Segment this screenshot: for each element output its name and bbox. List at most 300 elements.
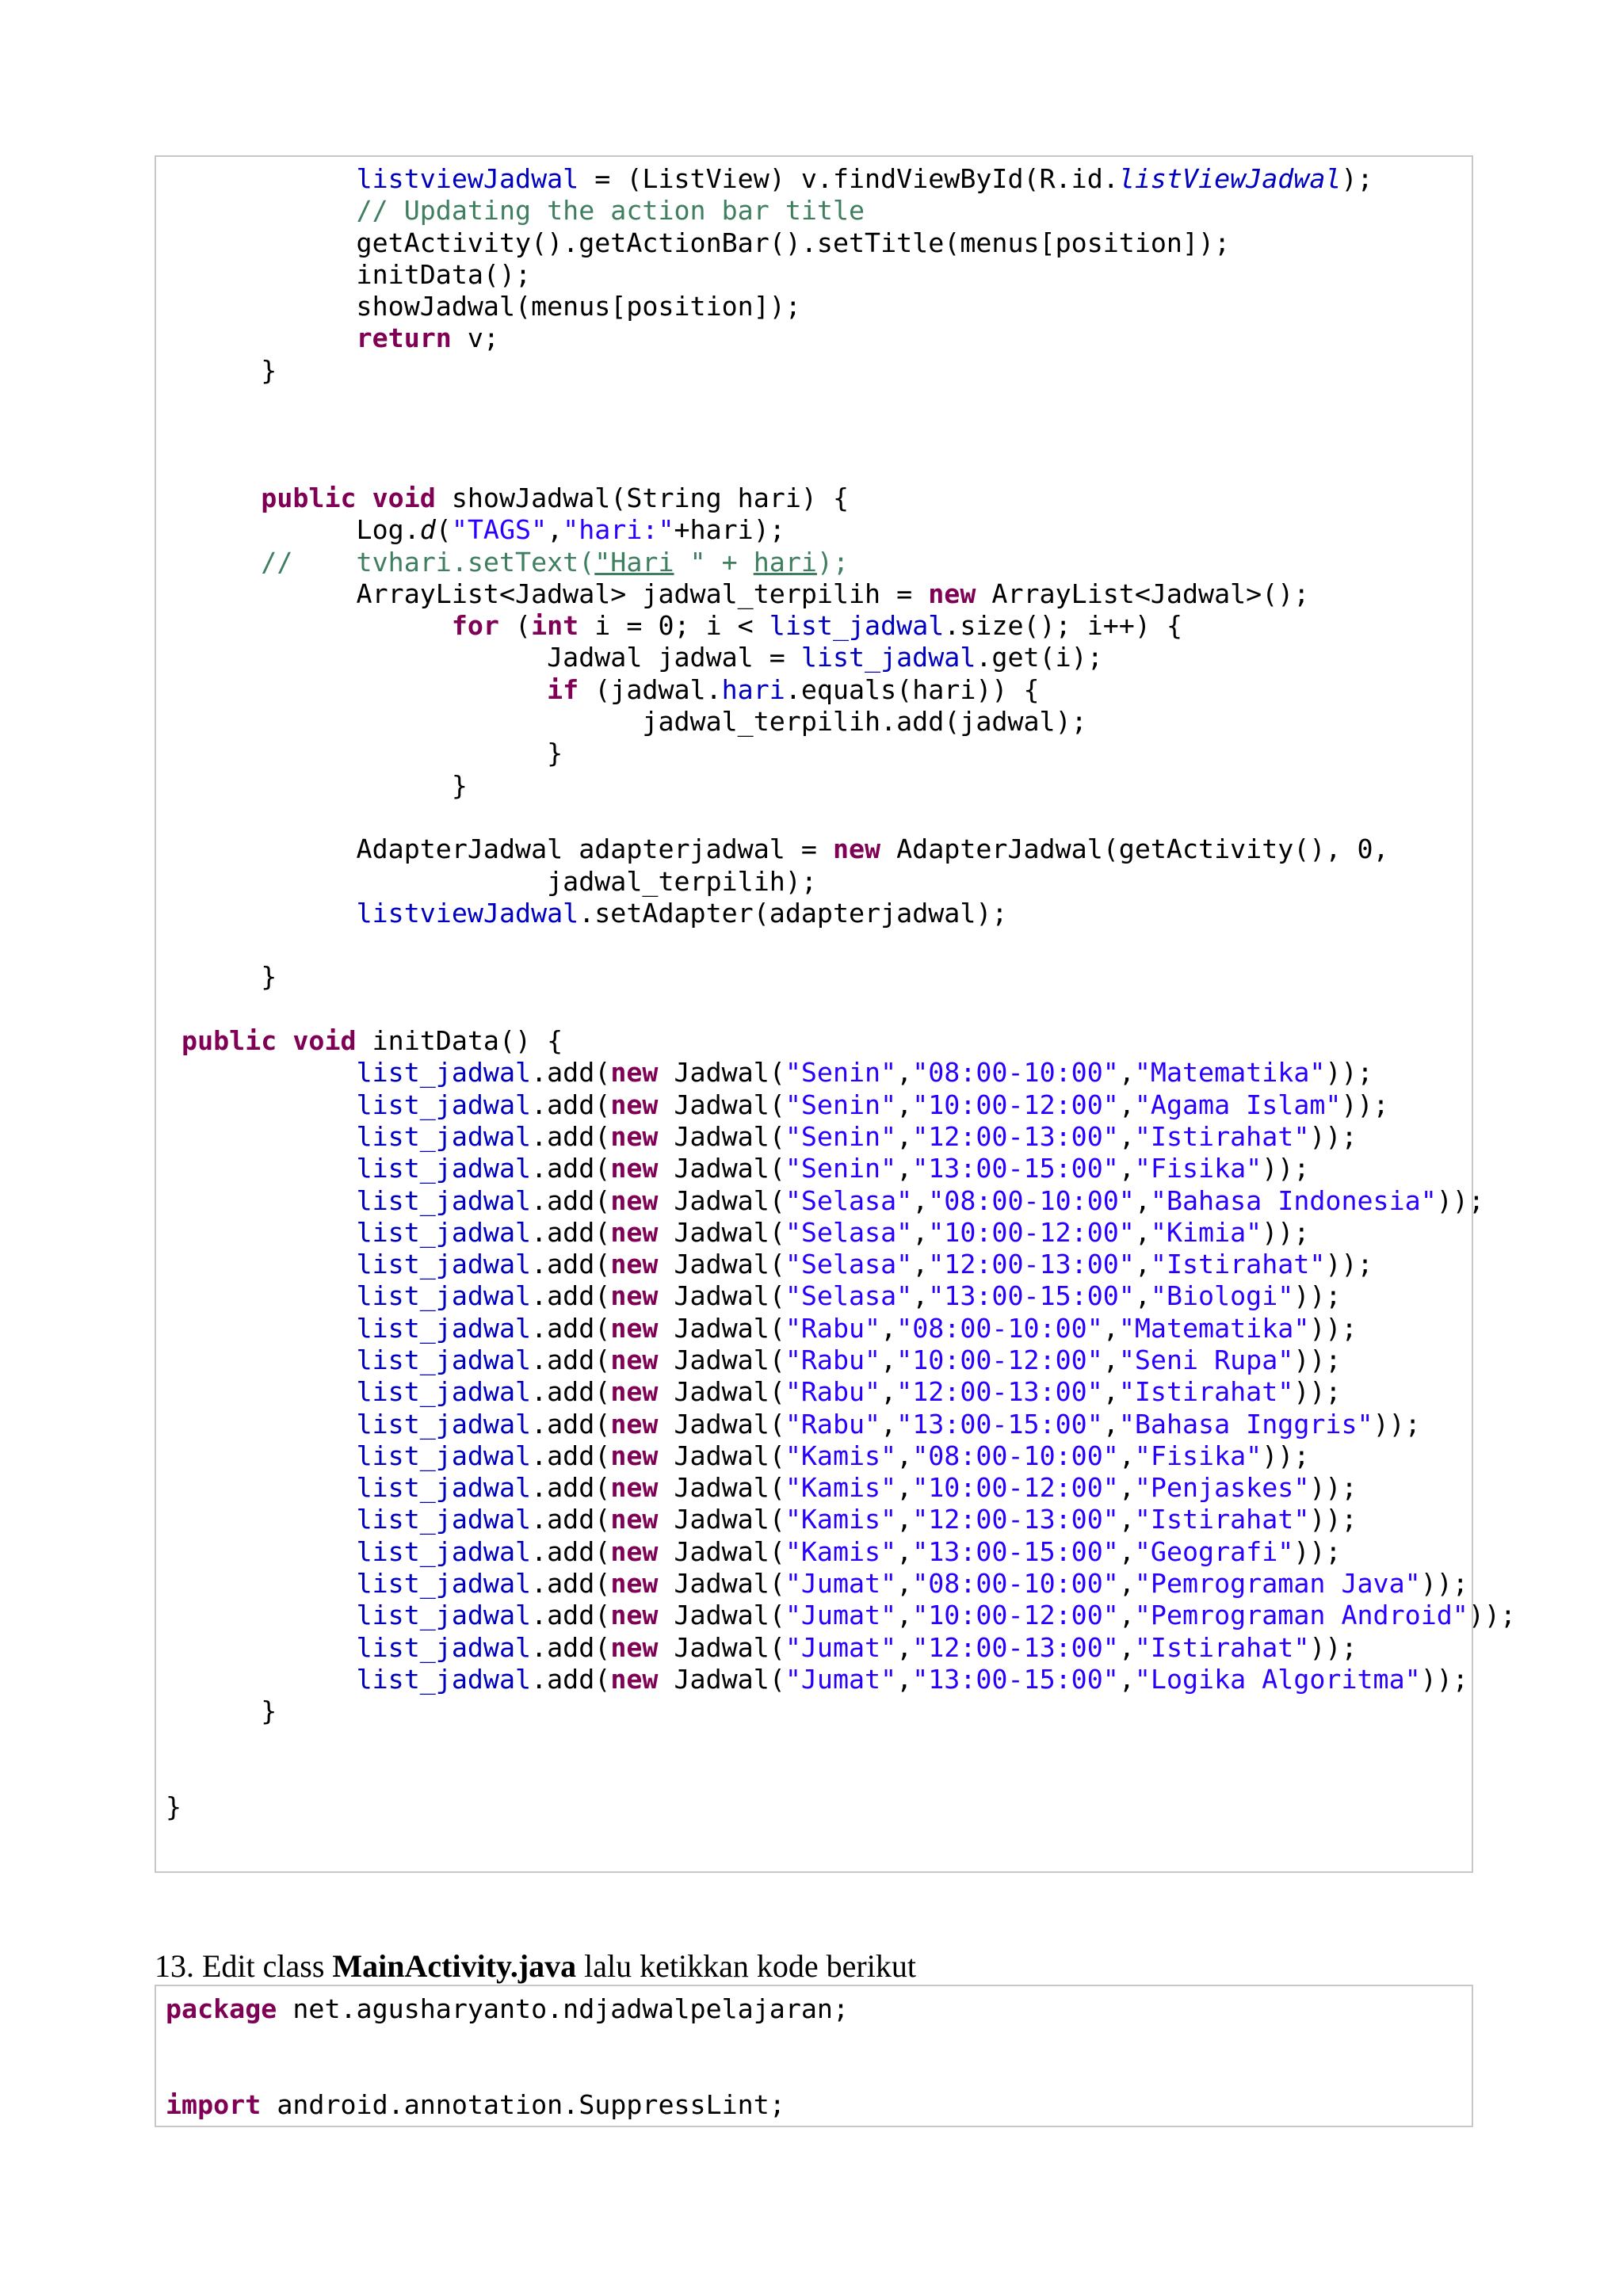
code-token: } xyxy=(166,1791,182,1823)
code-token: , xyxy=(1118,1663,1135,1695)
code-line xyxy=(166,1217,1516,1249)
code-token: ); xyxy=(816,546,850,578)
code-line xyxy=(166,1121,1516,1153)
code-token: } xyxy=(166,961,277,993)
code-token: new xyxy=(610,1408,659,1440)
code-token: "Pemrograman Java" xyxy=(1134,1568,1421,1600)
code-token: new xyxy=(610,1504,659,1535)
code-line xyxy=(166,322,1516,354)
code-line xyxy=(166,1695,1516,1727)
code-line xyxy=(166,1504,1516,1535)
code-token: "12:00-13:00" xyxy=(912,1631,1119,1663)
code-line xyxy=(166,1057,1516,1089)
code-token: new xyxy=(610,1631,659,1663)
code-token xyxy=(166,1568,357,1599)
code-line xyxy=(166,1440,1516,1472)
code-token: "Senin" xyxy=(785,1120,897,1152)
code-token: , xyxy=(896,1504,913,1535)
code-token: "Selasa" xyxy=(785,1280,913,1312)
code-token: .get(i); xyxy=(976,642,1103,673)
code-token: Jadwal( xyxy=(658,1472,785,1504)
code-token: Jadwal( xyxy=(658,1089,785,1120)
code-token: .add( xyxy=(531,1408,611,1440)
code-token: "08:00-10:00" xyxy=(896,1312,1103,1344)
code-line xyxy=(166,1249,1516,1280)
code-line xyxy=(166,1376,1516,1408)
code-token: , xyxy=(1118,1153,1135,1184)
code-token: ); xyxy=(1341,163,1373,194)
code-token: "Pemrograman Android" xyxy=(1134,1600,1468,1631)
code-token: v; xyxy=(451,322,499,354)
code-token: "Jumat" xyxy=(785,1631,897,1663)
code-token: , xyxy=(896,1153,913,1184)
code-line xyxy=(166,451,1516,482)
code-token: "Matematika" xyxy=(1118,1312,1310,1344)
code-token: list_jadwal xyxy=(356,1280,532,1312)
code-token: )); xyxy=(1420,1568,1468,1600)
code-token: , xyxy=(1118,1057,1135,1089)
code-token xyxy=(166,674,547,705)
step-text-rest: lalu ketikkan kode berikut xyxy=(576,1948,916,1984)
code-token: "Kamis" xyxy=(785,1504,897,1535)
code-token: public xyxy=(181,1025,277,1057)
code-token: , xyxy=(912,1184,929,1216)
code-token: "08:00-10:00" xyxy=(912,1440,1119,1471)
code-token: list_jadwal xyxy=(356,1216,532,1248)
code-token xyxy=(166,482,261,513)
code-token xyxy=(166,322,357,353)
code-token: .add( xyxy=(531,1504,611,1535)
code-line xyxy=(166,642,1516,673)
code-token: .add( xyxy=(531,1216,611,1248)
code-token: void xyxy=(292,1025,357,1057)
code-line xyxy=(166,1536,1516,1568)
code-token: "Fisika" xyxy=(1134,1440,1262,1471)
class-name: MainActivity.java xyxy=(332,1948,577,1984)
code-token: "Rabu" xyxy=(785,1376,881,1408)
code-token: , xyxy=(896,1631,913,1663)
code-token: , xyxy=(1118,1089,1135,1120)
code-token: , xyxy=(1102,1376,1119,1408)
code-token: "Bahasa Inggris" xyxy=(1118,1408,1373,1440)
code-block-2 xyxy=(155,1985,1473,2127)
code-line xyxy=(166,291,1516,322)
code-token: "08:00-10:00" xyxy=(912,1057,1119,1089)
code-token xyxy=(166,1376,357,1407)
code-token: )); xyxy=(1293,1280,1342,1312)
code-token: listViewJadwal xyxy=(1118,163,1342,194)
code-line xyxy=(166,482,1516,514)
code-token: .add( xyxy=(531,1472,611,1504)
code-line xyxy=(166,1344,1516,1376)
code-token: "Rabu" xyxy=(785,1344,881,1375)
code-token: "Seni Rupa" xyxy=(1118,1344,1294,1375)
code-token: "hari:" xyxy=(563,514,674,546)
code-line xyxy=(166,866,1516,898)
code-token xyxy=(166,898,357,929)
code-token: (jadwal. xyxy=(579,673,722,705)
code-token: "10:00-12:00" xyxy=(896,1344,1103,1375)
code-token: } xyxy=(166,1695,277,1727)
code-token: Jadwal( xyxy=(658,1153,785,1184)
code-token xyxy=(166,1280,357,1311)
code-token: .add( xyxy=(531,1376,611,1408)
code-token: listviewJadwal xyxy=(356,163,579,194)
code-token: new xyxy=(610,1568,659,1600)
code-token: )); xyxy=(1309,1120,1358,1152)
code-token: , xyxy=(1134,1249,1151,1280)
code-token xyxy=(166,1344,357,1375)
code-block-1 xyxy=(155,155,1516,1873)
code-token: "08:00-10:00" xyxy=(912,1568,1119,1600)
code-token: "13:00-15:00" xyxy=(912,1663,1119,1695)
code-token: "13:00-15:00" xyxy=(912,1153,1119,1184)
code-token: "Kamis" xyxy=(785,1535,897,1567)
code-token: new xyxy=(610,1312,659,1344)
code-token: int xyxy=(531,610,579,642)
code-token: new xyxy=(610,1184,659,1216)
code-token: "Senin" xyxy=(785,1153,897,1184)
code-token: , xyxy=(880,1312,897,1344)
code-token: list_jadwal xyxy=(800,642,976,673)
code-token: new xyxy=(610,1663,659,1695)
code-token: return xyxy=(356,322,452,354)
code-token: , xyxy=(880,1376,897,1408)
code-token: jadwal_terpilih); xyxy=(166,865,817,897)
code-token: "Istirahat" xyxy=(1134,1120,1310,1152)
code-token: list_jadwal xyxy=(356,1600,532,1631)
code-line xyxy=(166,610,1516,642)
code-token: "Istirahat" xyxy=(1118,1376,1294,1408)
code-token: "08:00-10:00" xyxy=(928,1184,1135,1216)
code-token: .add( xyxy=(531,1535,611,1567)
code-token: "13:00-15:00" xyxy=(896,1408,1103,1440)
code-token: )); xyxy=(1262,1216,1310,1248)
code-line xyxy=(166,1025,1516,1057)
code-token xyxy=(166,610,452,641)
code-token: "Logika Algoritma" xyxy=(1134,1663,1421,1695)
code-token: new xyxy=(610,1440,659,1471)
code-token: " + xyxy=(674,546,754,578)
code-token: )); xyxy=(1420,1663,1468,1695)
code-token: "12:00-13:00" xyxy=(896,1376,1103,1408)
code-token: "10:00-12:00" xyxy=(912,1600,1119,1631)
code-token: , xyxy=(880,1344,897,1375)
code-token: "Istirahat" xyxy=(1134,1631,1310,1663)
code-token: getActivity().getActionBar().setTitle(menus[position]); xyxy=(166,227,1231,258)
code-token: .size(); i++) { xyxy=(944,610,1182,642)
code-token: , xyxy=(912,1216,929,1248)
code-token: , xyxy=(896,1057,913,1089)
code-token: if xyxy=(547,673,579,705)
code-token xyxy=(166,1536,357,1567)
code-token: "Selasa" xyxy=(785,1184,913,1216)
code-token: "Geografi" xyxy=(1134,1535,1294,1567)
code-line xyxy=(166,163,1516,195)
code-token: Jadwal( xyxy=(658,1663,785,1695)
code-line xyxy=(166,994,1516,1025)
code-token: ( xyxy=(435,514,452,546)
code-line xyxy=(166,259,1516,291)
code-token: initData(); xyxy=(166,258,532,290)
code-token: list_jadwal xyxy=(356,1535,532,1567)
code-token: "Jumat" xyxy=(785,1663,897,1695)
code-token: , xyxy=(896,1600,913,1631)
code-token xyxy=(166,1057,357,1088)
code-token: "Senin" xyxy=(785,1057,897,1089)
code-token: , xyxy=(1102,1312,1119,1344)
code-token xyxy=(166,1025,181,1056)
code-token: .add( xyxy=(531,1184,611,1216)
code-line xyxy=(166,1632,1516,1664)
code-token: , xyxy=(1118,1535,1135,1567)
code-token: .add( xyxy=(531,1631,611,1663)
code-token: .add( xyxy=(531,1440,611,1471)
code-token xyxy=(166,1217,357,1248)
code-token: )); xyxy=(1293,1344,1342,1375)
code-token: hari xyxy=(721,673,785,705)
code-token: = (ListView) v.findViewById(R.id. xyxy=(579,163,1119,194)
code-token: , xyxy=(896,1089,913,1120)
code-token: .add( xyxy=(531,1312,611,1344)
code-token: list_jadwal xyxy=(356,1376,532,1408)
code-token: , xyxy=(1118,1600,1135,1631)
code-token: )); xyxy=(1293,1376,1342,1408)
code-token: list_jadwal xyxy=(356,1249,532,1280)
code-token xyxy=(166,1313,357,1344)
code-token: .add( xyxy=(531,1280,611,1312)
code-token: "13:00-15:00" xyxy=(928,1280,1135,1312)
code-token: "Fisika" xyxy=(1134,1153,1262,1184)
code-line xyxy=(166,1993,849,2025)
code-token: )); xyxy=(1262,1153,1310,1184)
code-token: Jadwal( xyxy=(658,1344,785,1375)
code-line xyxy=(166,514,1516,546)
code-token: AdapterJadwal adapterjadwal = xyxy=(166,833,833,865)
code-line xyxy=(166,1313,1516,1344)
code-token xyxy=(166,1185,357,1216)
code-token: , xyxy=(896,1440,913,1471)
code-token: "Kamis" xyxy=(785,1472,897,1504)
code-token: "Selasa" xyxy=(785,1249,913,1280)
code-token: .setAdapter(adapterjadwal); xyxy=(579,897,1008,929)
code-line xyxy=(166,770,1516,802)
step-text: 13. Edit class xyxy=(155,1948,333,1984)
code-token: new xyxy=(610,1472,659,1504)
code-token: )); xyxy=(1309,1312,1358,1344)
code-token: new xyxy=(610,1057,659,1089)
code-line xyxy=(166,674,1516,706)
code-token: Jadwal( xyxy=(658,1280,785,1312)
code-token: )); xyxy=(1325,1057,1373,1089)
code-token: new xyxy=(610,1535,659,1567)
code-token: } xyxy=(166,354,277,386)
code-token: , xyxy=(896,1120,913,1152)
code-token: new xyxy=(610,1153,659,1184)
code-token: "Jumat" xyxy=(785,1600,897,1631)
code-line xyxy=(166,1600,1516,1631)
code-token: "Rabu" xyxy=(785,1408,881,1440)
code-token: Jadwal( xyxy=(658,1440,785,1471)
code-token: .add( xyxy=(531,1120,611,1152)
code-token: Jadwal( xyxy=(658,1184,785,1216)
code-token: )); xyxy=(1309,1504,1358,1535)
code-token: , xyxy=(1102,1408,1119,1440)
code-token: "Istirahat" xyxy=(1150,1249,1326,1280)
code-token: package xyxy=(166,1993,277,2024)
code-token: Jadwal( xyxy=(658,1057,785,1089)
code-line xyxy=(166,1089,1516,1121)
code-token: "TAGS" xyxy=(451,514,548,546)
code-token: , xyxy=(1118,1440,1135,1471)
code-token: )); xyxy=(1373,1408,1421,1440)
code-token: "10:00-12:00" xyxy=(912,1089,1119,1120)
code-token: .equals(hari)) { xyxy=(785,673,1040,705)
code-token: .add( xyxy=(531,1568,611,1600)
code-line xyxy=(166,833,1516,865)
code-token: new xyxy=(610,1120,659,1152)
code-line xyxy=(166,1280,1516,1312)
code-listing xyxy=(166,163,1516,1823)
code-token: , xyxy=(1118,1472,1135,1504)
code-token: initData() { xyxy=(356,1025,563,1057)
code-line xyxy=(166,387,1516,418)
code-token: Jadwal( xyxy=(658,1376,785,1408)
code-line xyxy=(166,2058,849,2089)
code-token: Jadwal( xyxy=(658,1216,785,1248)
code-token: list_jadwal xyxy=(356,1440,532,1471)
code-token: "12:00-13:00" xyxy=(928,1249,1135,1280)
code-token: , xyxy=(1118,1568,1135,1600)
code-token xyxy=(166,1089,357,1120)
code-token: "Biologi" xyxy=(1150,1280,1294,1312)
code-token xyxy=(166,1440,357,1471)
code-token: , xyxy=(912,1280,929,1312)
code-line xyxy=(166,1153,1516,1184)
code-line xyxy=(166,1409,1516,1440)
code-token: .add( xyxy=(531,1663,611,1695)
code-token: new xyxy=(610,1600,659,1631)
code-token: showJadwal(menus[position]); xyxy=(166,291,801,322)
code-token: list_jadwal xyxy=(356,1663,532,1695)
code-token: list_jadwal xyxy=(769,610,945,642)
code-token: , xyxy=(1118,1120,1135,1152)
code-line xyxy=(166,1568,1516,1600)
code-token: new xyxy=(610,1376,659,1408)
code-line xyxy=(166,1185,1516,1217)
code-token: Jadwal( xyxy=(658,1312,785,1344)
code-token: ArrayList<Jadwal> jadwal_terpilih = xyxy=(166,578,929,609)
code-token: } xyxy=(166,769,468,801)
code-token: // tvhari.setText( xyxy=(166,546,595,578)
code-token: new xyxy=(610,1216,659,1248)
code-token: .add( xyxy=(531,1600,611,1631)
code-token: android.annotation.SuppressLint; xyxy=(261,2088,785,2120)
code-line xyxy=(166,355,1516,387)
code-token xyxy=(166,1153,357,1184)
code-token: )); xyxy=(1436,1184,1484,1216)
code-token xyxy=(166,1664,357,1695)
code-token: i = 0; i < xyxy=(579,610,769,642)
code-token: new xyxy=(610,1249,659,1280)
code-token: , xyxy=(1118,1504,1135,1535)
code-token: "Selasa" xyxy=(785,1216,913,1248)
code-line xyxy=(166,1791,1516,1823)
code-token: list_jadwal xyxy=(356,1120,532,1152)
code-token: , xyxy=(896,1663,913,1695)
code-token: "12:00-13:00" xyxy=(912,1120,1119,1152)
code-token: list_jadwal xyxy=(356,1472,532,1504)
code-token: .add( xyxy=(531,1089,611,1120)
code-token: Log. xyxy=(166,514,420,546)
code-token: , xyxy=(896,1472,913,1504)
code-token xyxy=(166,1249,357,1280)
code-token: list_jadwal xyxy=(356,1568,532,1600)
code-token xyxy=(277,1025,292,1056)
code-token xyxy=(166,1409,357,1440)
code-token: Jadwal( xyxy=(658,1120,785,1152)
code-line xyxy=(166,2025,849,2057)
code-token: , xyxy=(896,1568,913,1600)
code-token: .add( xyxy=(531,1153,611,1184)
code-line xyxy=(166,418,1516,450)
code-token: )); xyxy=(1262,1440,1310,1471)
code-token: "Istirahat" xyxy=(1134,1504,1310,1535)
code-token: "Bahasa Indonesia" xyxy=(1150,1184,1437,1216)
code-token xyxy=(166,1632,357,1663)
code-token: list_jadwal xyxy=(356,1631,532,1663)
code-token: )); xyxy=(1309,1472,1358,1504)
code-token: )); xyxy=(1325,1249,1373,1280)
code-token: for xyxy=(451,610,499,642)
code-token xyxy=(166,163,357,194)
code-token: listviewJadwal xyxy=(356,897,579,929)
code-line xyxy=(166,227,1516,259)
code-token: new xyxy=(610,1344,659,1375)
code-token: "Penjaskes" xyxy=(1134,1472,1310,1504)
code-token: hari xyxy=(753,546,817,578)
code-line xyxy=(166,802,1516,833)
code-token: public xyxy=(261,482,357,513)
code-token: list_jadwal xyxy=(356,1057,532,1089)
code-token xyxy=(166,1600,357,1630)
code-token: )); xyxy=(1293,1535,1342,1567)
code-token: AdapterJadwal(getActivity(), 0, xyxy=(880,833,1389,865)
code-token: "Hari xyxy=(594,546,674,578)
code-token: showJadwal(String hari) { xyxy=(435,482,850,513)
code-line xyxy=(166,1472,1516,1504)
code-token: )); xyxy=(1468,1600,1516,1631)
code-line xyxy=(166,961,1516,993)
code-token: "Jumat" xyxy=(785,1568,897,1600)
code-token: "13:00-15:00" xyxy=(912,1535,1119,1567)
code-token: Jadwal( xyxy=(658,1568,785,1600)
code-token: , xyxy=(1134,1216,1151,1248)
code-listing xyxy=(166,1993,849,2121)
code-token: list_jadwal xyxy=(356,1153,532,1184)
code-token: .add( xyxy=(531,1057,611,1089)
code-token: } xyxy=(166,738,563,769)
code-line xyxy=(166,898,1516,929)
code-token: list_jadwal xyxy=(356,1312,532,1344)
code-token: d xyxy=(419,514,436,546)
code-token: ( xyxy=(498,610,532,642)
code-token xyxy=(166,1504,357,1535)
code-token: list_jadwal xyxy=(356,1184,532,1216)
code-token: Jadwal( xyxy=(658,1249,785,1280)
code-token: , xyxy=(1102,1344,1119,1375)
code-token: import xyxy=(166,2088,262,2120)
